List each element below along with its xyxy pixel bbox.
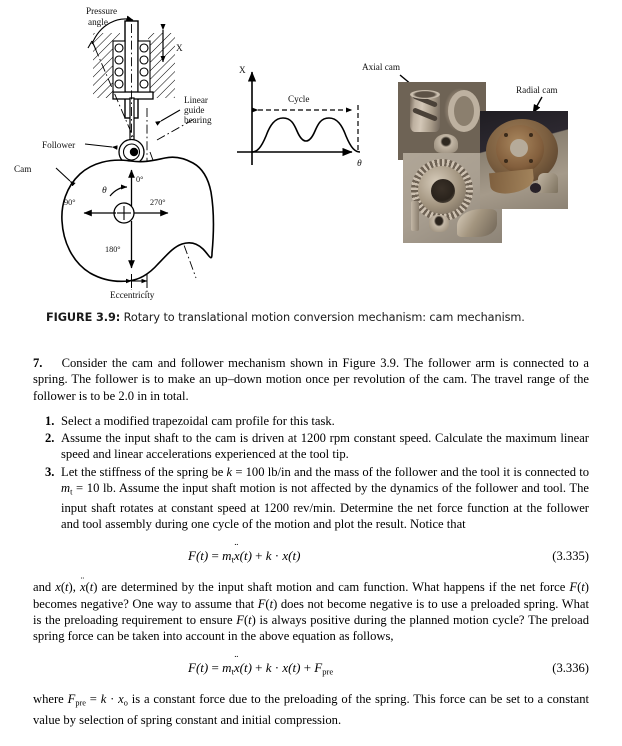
final-paragraph: where $F_{pre} = k \cdot x_o$ is a constant force due to the preloading of the spring. This force can be set to a constant value by selection of spring constant and initial compression. <box>33 692 589 727</box>
angle-90-label: 90° <box>64 198 76 207</box>
problem-intro-paragraph <box>33 355 589 404</box>
equation-3-335-number: (3.335) <box>552 548 589 563</box>
eccentricity-label: Eccentricity <box>110 290 155 300</box>
final-text-1: where <box>33 692 68 707</box>
mid-text-3: becomes negative? One way to assume that <box>33 596 258 611</box>
var-x0-subscript: o <box>123 698 128 708</box>
mechanism-drawing <box>14 6 213 300</box>
linear-guide-label-2: guide <box>184 105 205 115</box>
var-x0: x <box>118 692 124 707</box>
figure-number: FIGURE 3.9: <box>46 311 121 324</box>
equation-3-335 <box>188 548 300 568</box>
axial-cam-photo <box>398 82 486 160</box>
follower-label: Follower <box>42 140 76 150</box>
eq1-x-ddot: x ¨ <box>234 548 240 563</box>
cam-label: Cam <box>14 164 32 174</box>
mid-text-5: is always positive during the planned motion cycle? The preload spring force can be taken into account in the above equation as follows, <box>33 612 589 644</box>
variable-k: k <box>226 464 233 479</box>
angle-0-label: 0° <box>136 175 144 184</box>
equation-3-336-row <box>33 660 589 680</box>
mid-text-1: and <box>33 580 56 595</box>
problem-body <box>33 355 589 728</box>
equation-3-335-row <box>33 548 589 568</box>
eq2-F: F <box>188 659 196 675</box>
cycle-label: Cycle <box>288 94 310 104</box>
variable-mt-subscript: t <box>70 487 73 497</box>
var-x-of-t: x <box>55 580 61 595</box>
eq1-mass: m <box>222 547 232 563</box>
mid-text-4: does not become negative is to use a preloaded spring. What is the preloading requirement to ensure <box>33 596 589 627</box>
pressure-angle-label-1: Pressure <box>86 6 118 16</box>
list-item-marker: 1. <box>45 413 55 428</box>
problem-number: 7. <box>33 356 43 370</box>
var-Fpre-subscript: pre <box>75 698 86 708</box>
eq2-equals: = <box>208 659 223 675</box>
eq1-equals: = <box>208 547 223 563</box>
plot-x-axis-label: θ <box>357 158 362 169</box>
angle-180-label: 180° <box>105 245 121 254</box>
list-item-text: Assume the input shaft to the cam is driven at 1200 rpm constant speed. Calculate the maximum linear speed and linear accelerations experienced at the tool tip. <box>61 431 589 462</box>
list-item-text-part1: Let the stiffness of the spring be <box>61 464 227 479</box>
cycle-plot <box>237 65 362 169</box>
mid-text-2: are determined by the input shaft motion and cam function. What happens if the net force <box>101 580 570 595</box>
figure-3-9 <box>0 0 622 305</box>
eq2-x-ddot: x ¨ <box>234 660 240 675</box>
plot-y-axis-label: X <box>239 65 246 75</box>
list-item <box>33 413 589 429</box>
list-item-text-part3: = 10 lb. Assume the input shaft motion is not affected by the dynamics of the follower and tool. The input shaft rotates at constant speed at 1200 rev/min. Determine the net force function at the follower and tool assembly during one cycle of the motion and plot the result. Notice that <box>61 480 589 532</box>
axial-cam-label: Axial cam <box>362 62 401 72</box>
eq2-plus-2: + <box>300 659 315 675</box>
linear-guide-label-3: bearing <box>184 115 212 125</box>
eq1-mass-subscript: t <box>231 554 234 565</box>
problem-intro-text: Consider the cam and follower mechanism shown in Figure 3.9. The follower arm is connected to a spring. The follower is to make an up–down motion once per revolution of the cam. The travel range of the follower is to be 2.0 in in total. <box>33 356 589 403</box>
pressure-angle-label-2: angle <box>88 17 108 27</box>
eq2-Fpre: F <box>314 659 323 675</box>
eq1-F: F <box>188 547 196 563</box>
eq2-x-arg: (t) <box>288 659 301 675</box>
var-F-2: F <box>257 596 266 611</box>
var-k-final: k <box>100 692 107 707</box>
equation-3-336-number: (3.336) <box>552 660 589 675</box>
var-x-ddot-of-t: x ¨ <box>80 580 86 594</box>
eq1-dot: · <box>271 547 283 563</box>
eq2-dot: · <box>271 659 283 675</box>
radial-cam-label: Radial cam <box>516 85 558 95</box>
eq1-plus: + <box>251 547 266 563</box>
final-text-2: is a constant force due to the preloading of the spring. This force can be set to a constant value by selection of spring constant and initial compression. <box>33 692 589 727</box>
list-item <box>33 464 589 533</box>
eq2-k: k <box>265 659 272 675</box>
var-F-3: F <box>236 612 244 627</box>
equation-3-336 <box>188 660 333 680</box>
eq1-F-arg: (t) <box>195 547 209 563</box>
problem-sub-list <box>33 413 589 533</box>
middle-paragraph: and x(t), x ¨(t) are determined by the input shaft motion and cam function. What happens if the net force F(t) becomes negative? One way to assume that F(t) does not become negative is to use a preloaded spring. What is the preloading requirement to ensure F(t) is always positive during the planned motion cycle? The preload spring force can be taken into account in the above equation as follows, <box>33 579 589 644</box>
list-item-marker: 3. <box>45 464 55 479</box>
list-item-text: Select a modified trapezoidal cam profile for this task. <box>61 413 335 428</box>
list-item-text-part2: = 100 lb/in and the mass of the follower and the tool it is connected to <box>232 464 590 479</box>
radial-cam-photo <box>480 111 568 209</box>
eq2-x: x <box>282 659 289 675</box>
var-Fpre: F <box>67 692 76 707</box>
angle-270-label: 270° <box>150 198 166 207</box>
eq2-mass-subscript: t <box>231 665 234 676</box>
eq2-x-ddot-arg: (t) <box>239 659 252 675</box>
figure-caption <box>46 311 586 324</box>
var-F-1: F <box>569 580 578 595</box>
theta-label: θ <box>102 185 107 196</box>
list-item-marker: 2. <box>45 431 55 446</box>
variable-mt: m <box>61 480 71 495</box>
figure-caption-text: Rotary to translational motion conversion mechanism: cam mechanism. <box>120 311 525 324</box>
linear-guide-label-1: Linear <box>184 95 208 105</box>
eq2-Fpre-subscript: pre <box>322 665 334 676</box>
stroke-x-label: X <box>176 43 183 53</box>
list-item <box>33 430 589 462</box>
eq1-x-arg: (t) <box>288 547 301 563</box>
eq2-plus: + <box>251 659 266 675</box>
eq1-x-ddot-arg: (t) <box>239 547 252 563</box>
eq1-x: x <box>282 547 289 563</box>
eq1-k: k <box>265 547 272 563</box>
eq2-F-arg: (t) <box>195 659 209 675</box>
plot-curve <box>252 118 360 152</box>
eq2-mass: m <box>222 659 232 675</box>
